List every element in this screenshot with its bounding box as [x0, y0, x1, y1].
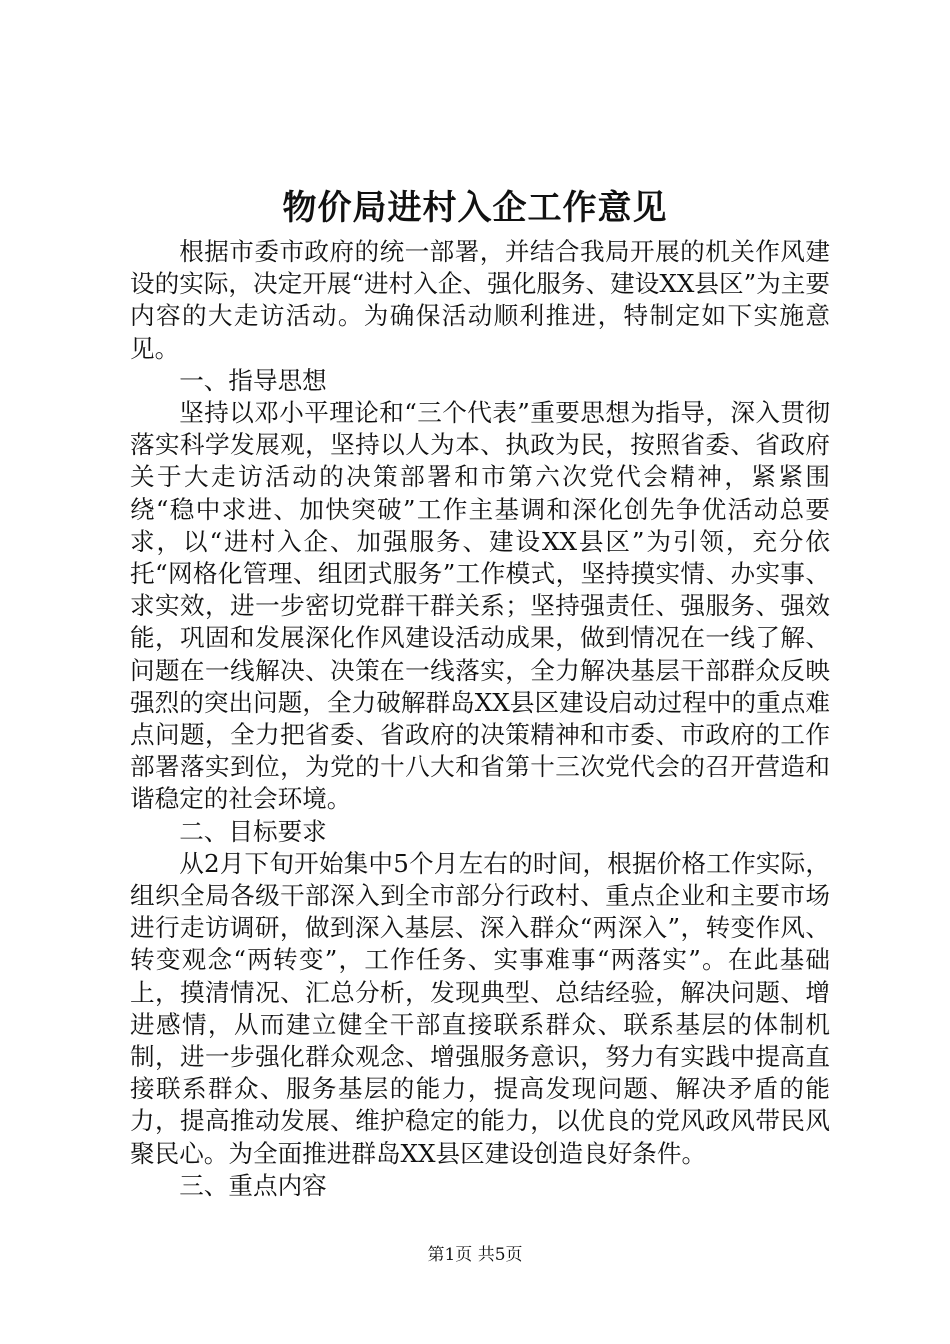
section-heading-guiding-ideology: 一、指导思想 [179, 365, 327, 395]
section-heading-key-content: 三、重点内容 [179, 1170, 327, 1200]
section-heading-objectives: 二、目标要求 [179, 816, 327, 846]
objectives-paragraph: 从2月下旬开始集中5个月左右的时间，根据价格工作实际，组织全局各级干部深入到全市部分行政村、重点企业和主要市场进行走访调研，做到深入基层、深入群众“两深入”，转变作风、转变观念“两转变”，工作任务、实事难事“两落实”。在此基础上，摸清情况、汇总分析，发现典型、总结经验，解决问题、增进感情，从而建立健全干部直接联系群众、联系基层的体制机制，进一步强化群众观念、增强服务意识，努力有实践中提高直接联系群众、服务基层的能力，提高发现问题、解决矛盾的能力，提高推动发展、维护稳定的能力，以优良的党风政风带民风聚民心。为全面推进群岛XX县区建设创造良好条件。 [130, 848, 830, 1168]
intro-paragraph: 根据市委市政府的统一部署，并结合我局开展的机关作风建设的实际，决定开展“进村入企、强化服务、建设XX县区”为主要内容的大走访活动。为确保活动顺利推进，特制定如下实施意见。 [130, 237, 830, 363]
page-footer: 第1页 共5页 [427, 1245, 523, 1265]
guiding-ideology-paragraph: 坚持以邓小平理论和“三个代表”重要思想为指导，深入贯彻落实科学发展观，坚持以人为本、执政为民，按照省委、省政府关于大走访活动的决策部署和市第六次党代会精神，紧紧围绕“稳中求进、加快突破”工作主基调和深化创先争优活动总要求，以“进村入企、加强服务、建设XX县区”为引领，充分依托“网格化管理、组团式服务”工作模式，坚持摸实情、办实事、求实效，进一步密切党群干群关系；坚持强责任、强服务、强效能，巩固和发展深化作风建设活动成果，做到情况在一线了解、问题在一线解决、决策在一线落实，全力解决基层干部群众反映强烈的突出问题，全力破解群岛XX县区建设启动过程中的重点难点问题，全力把省委、省政府的决策精神和市委、市政府的工作部署落实到位，为党的十八大和省第十三次党代会的召开营造和谐稳定的社会环境。 [130, 398, 830, 814]
document-title: 物价局进村入企工作意见 [282, 188, 668, 228]
document-body [130, 236, 830, 1202]
